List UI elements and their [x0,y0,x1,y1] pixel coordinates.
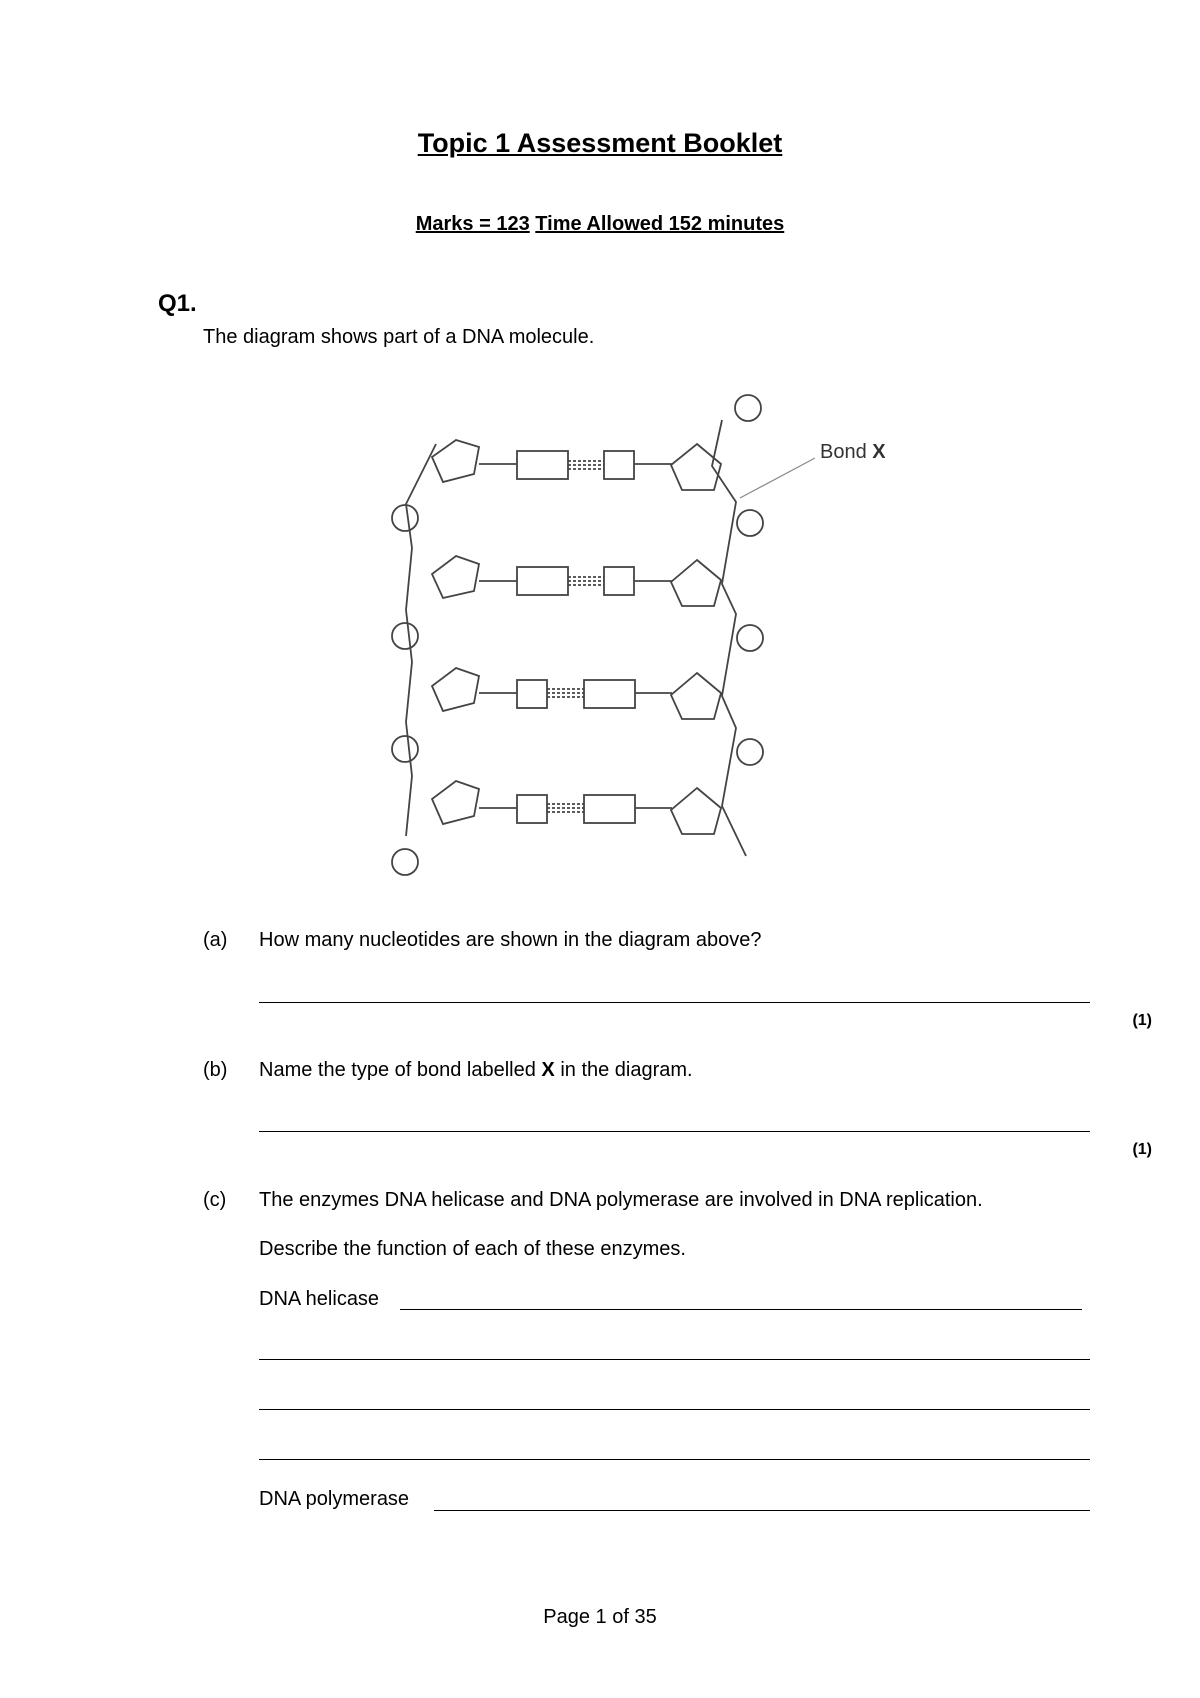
part-c-instruction: Describe the function of each of these enzymes. [259,1238,686,1260]
sugar-right [671,560,721,606]
base-pair-row-2 [392,556,763,651]
answer-line-c-1[interactable] [259,1359,1090,1360]
answer-line-b[interactable] [259,1131,1090,1132]
answer-line-c-2[interactable] [259,1409,1090,1410]
phosphate [392,623,418,649]
phosphate [737,625,763,651]
answer-line-c-3[interactable] [259,1459,1090,1460]
sugar-right [671,673,721,719]
base-right [584,680,635,708]
phosphate [392,849,418,875]
right-backbone [712,420,746,856]
sugar-left [432,556,479,598]
left-backbone [406,444,436,836]
bond-x-label: Bond X [820,441,886,463]
phosphate [392,736,418,762]
phosphate [735,395,761,421]
base-left [517,680,547,708]
helicase-label: DNA helicase [259,1288,380,1310]
base-pair-row-4 [392,781,721,875]
base-left [517,451,568,479]
part-b-text-after: in the diagram. [554,1059,693,1081]
sugar-left [432,781,479,824]
dna-diagram [380,385,900,885]
part-b-bold-x: X [541,1059,555,1081]
page-title: Topic 1 Assessment Booklet [417,128,783,158]
base-pair-row-1 [392,395,763,536]
answer-line-a[interactable] [259,1002,1090,1003]
part-b-text-before: Name the type of bond labelled [259,1059,542,1081]
part-c-text: The enzymes DNA helicase and DNA polymerase are involved in DNA replication. [259,1189,983,1211]
part-c-letter: (c) [203,1189,227,1211]
part-b-marks: (1) [1132,1141,1152,1158]
part-b-text [259,1059,693,1082]
base-right [584,795,635,823]
sugar-right [671,788,721,834]
phosphate [737,510,763,536]
base-pair-row-3 [392,668,763,765]
part-a-text: How many nucleotides are shown in the diagram above? [259,929,762,951]
sugar-left [432,668,479,711]
part-a-letter: (a) [203,929,228,951]
sugar-left [432,440,479,482]
base-left [517,795,547,823]
base-right [604,567,634,595]
base-left [517,567,568,595]
page-number: Page 1 of 35 [543,1606,657,1628]
phosphate [392,505,418,531]
marks-label: Marks = 123 [415,213,530,235]
time-label: Time Allowed 152 minutes [535,213,785,235]
answer-line-helicase[interactable] [400,1309,1082,1310]
part-a-marks: (1) [1132,1012,1152,1029]
question-number: Q1. [158,290,197,317]
phosphate [737,739,763,765]
bond-x-pointer [740,458,815,498]
part-b-letter: (b) [203,1059,228,1081]
marks-and-time [0,213,1200,236]
answer-line-polymerase[interactable] [434,1510,1090,1511]
base-right [604,451,634,479]
polymerase-label: DNA polymerase [259,1488,410,1510]
question-intro: The diagram shows part of a DNA molecule. [203,326,595,348]
